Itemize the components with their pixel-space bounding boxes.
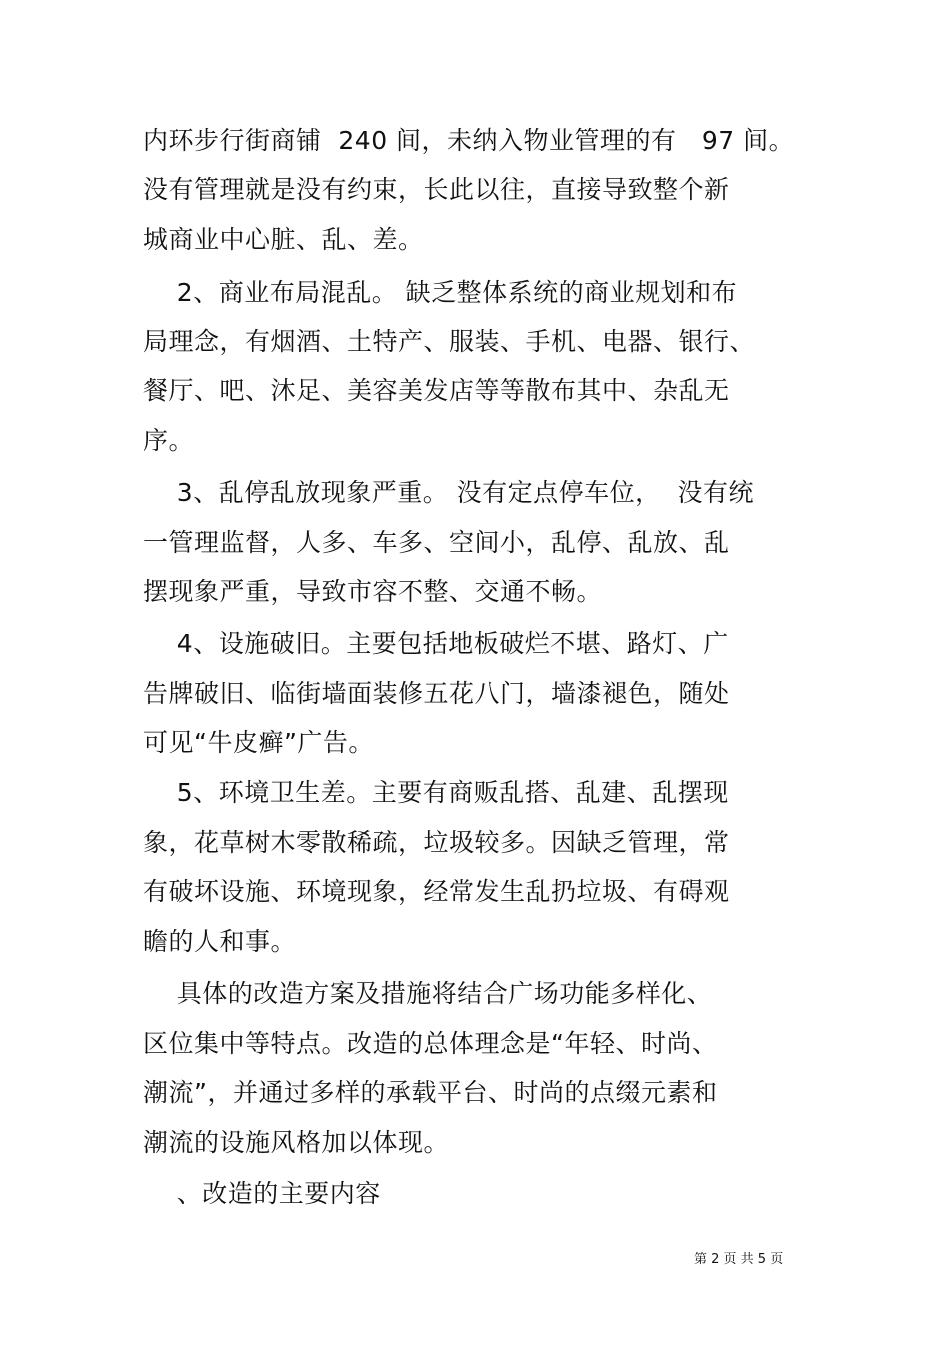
text-line: 摆现象严重，导致市容不整、交通不畅。 [143,577,603,606]
text-line: 餐厅、吧、沐足、美容美发店等等散布其中、杂乱无 [143,376,730,405]
text-line: 告牌破旧、临街墙面装修五花八门，墙漆褪色，随处 [143,679,730,708]
text-line: 4、设施破旧。主要包括地板破烂不堪、路灯、广 [143,629,729,658]
text-line: 没有管理就是没有约束，长此以往，直接导致整个新 [143,175,730,204]
text-line: 内环步行街商铺 240 间，未纳入物业管理的有 97 间。 [143,126,795,155]
section-heading: 、改造的主要内容 [143,1179,381,1208]
text-line: 象，花草树木零散稀疏，垃圾较多。因缺乏管理，常 [143,828,730,857]
text-line: 3、乱停乱放现象严重。 没有定点停车位， 没有统 [143,478,755,507]
text-line: 潮流的设施风格加以体现。 [143,1128,450,1157]
text-line: 潮流”，并通过多样的承载平台、时尚的点缀元素和 [143,1078,718,1107]
text-line: 具体的改造方案及措施将结合广场功能多样化、 [143,979,713,1008]
text-line: 可见“牛皮癣”广告。 [143,728,374,757]
text-line: 瞻的人和事。 [143,927,297,956]
text-line: 一管理监督，人多、车多、空间小，乱停、乱放、乱 [143,528,730,557]
page-number-footer: 第 2 页 共 5 页 [694,1252,784,1267]
text-line: 有破坏设施、环境现象，经常发生乱扔垃圾、有碍观 [143,877,730,906]
text-line: 2、商业布局混乱。 缺乏整体系统的商业规划和布 [143,278,738,307]
text-line: 区位集中等特点。改造的总体理念是“年轻、时尚、 [143,1029,718,1058]
text-line: 5、环境卫生差。主要有商贩乱搭、乱建、乱摆现 [143,778,729,807]
text-line: 序。 [143,426,195,455]
text-line: 局理念，有烟酒、土特产、服装、手机、电器、银行、 [143,327,756,356]
text-line: 城商业中心脏、乱、差。 [143,225,424,254]
